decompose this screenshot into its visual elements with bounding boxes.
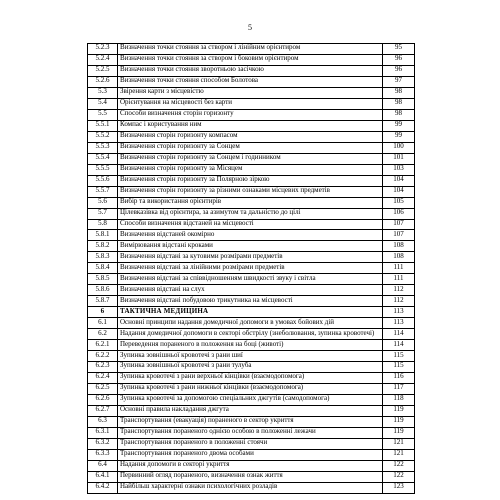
toc-row — [88, 164, 415, 175]
section-title: Визначення точки стояння за створом і лінійним орієнтиром — [118, 44, 383, 55]
section-page-number: 103 — [383, 164, 415, 175]
section-title: Транспортування пораненого двома особами — [118, 449, 383, 460]
section-title: Орієнтування на місцевості без карти — [118, 98, 383, 109]
toc-row — [88, 362, 415, 373]
section-title: Транспортування пораненого однією особою в положенні лежачи — [118, 427, 383, 438]
toc-row — [88, 109, 415, 120]
section-title: Визначення сторін горизонту за Сонцем — [118, 142, 383, 153]
toc-row — [88, 208, 415, 219]
section-page-number: 98 — [383, 98, 415, 109]
section-title: Визначення відстані побудовою трикутника на місцевості — [118, 296, 383, 307]
section-title: Зупинка зовнішньої кровотечі з рани шиї — [118, 351, 383, 362]
toc-row — [88, 296, 415, 307]
toc-row — [88, 405, 415, 416]
section-page-number: 96 — [383, 54, 415, 65]
section-number: 5.7 — [88, 208, 118, 219]
section-title: Первинний огляд пораненого, визначення ознак життя — [118, 471, 383, 482]
section-number: 6.2.5 — [88, 384, 118, 395]
section-page-number: 104 — [383, 186, 415, 197]
toc-row — [88, 351, 415, 362]
table-of-contents — [87, 43, 415, 494]
section-page-number: 108 — [383, 252, 415, 263]
section-page-number: 98 — [383, 87, 415, 98]
section-number: 6.3.3 — [88, 449, 118, 460]
section-title: Вибір та використання орієнтирів — [118, 197, 383, 208]
section-number: 6.4.1 — [88, 471, 118, 482]
toc-row — [88, 54, 415, 65]
toc-row — [88, 65, 415, 76]
toc-row — [88, 307, 415, 318]
toc-row — [88, 274, 415, 285]
section-page-number: 119 — [383, 427, 415, 438]
section-number: 5.5.1 — [88, 120, 118, 131]
toc-row — [88, 482, 415, 493]
section-number: 5.3 — [88, 87, 118, 98]
section-page-number: 113 — [383, 318, 415, 329]
section-number: 5.8.1 — [88, 230, 118, 241]
section-number: 5.8 — [88, 219, 118, 230]
section-page-number: 113 — [383, 307, 415, 318]
toc-row — [88, 460, 415, 471]
section-number: 5.2.3 — [88, 44, 118, 55]
section-page-number: 114 — [383, 329, 415, 340]
section-number: 5.5.3 — [88, 142, 118, 153]
section-number: 5.5.5 — [88, 164, 118, 175]
section-title: Вимірювання відстані кроками — [118, 241, 383, 252]
section-number: 5.8.3 — [88, 252, 118, 263]
toc-row — [88, 142, 415, 153]
section-page-number: 99 — [383, 120, 415, 131]
section-number: 5.8.6 — [88, 285, 118, 296]
section-page-number: 111 — [383, 274, 415, 285]
toc-body — [88, 44, 415, 494]
section-number: 5.5.4 — [88, 153, 118, 164]
toc-row — [88, 241, 415, 252]
section-page-number: 98 — [383, 109, 415, 120]
section-page-number: 119 — [383, 405, 415, 416]
section-number: 5.8.5 — [88, 274, 118, 285]
section-number: 6.3.1 — [88, 427, 118, 438]
toc-row — [88, 197, 415, 208]
section-title: Компас і користування ним — [118, 120, 383, 131]
section-number: 5.5.2 — [88, 131, 118, 142]
section-number: 6.2.1 — [88, 340, 118, 351]
toc-row — [88, 120, 415, 131]
toc-row — [88, 44, 415, 55]
section-title: Визначення сторін горизонту компасом — [118, 131, 383, 142]
section-page-number: 118 — [383, 395, 415, 406]
section-number: 6 — [88, 307, 118, 318]
section-number: 5.5.6 — [88, 175, 118, 186]
section-page-number: 108 — [383, 241, 415, 252]
section-page-number: 112 — [383, 296, 415, 307]
section-title: Переведення пораненого в положення на боці (животі) — [118, 340, 383, 351]
section-number: 6.2.4 — [88, 373, 118, 384]
section-number: 6.4 — [88, 460, 118, 471]
section-number: 5.2.6 — [88, 76, 118, 87]
toc-row — [88, 395, 415, 406]
section-title: Визначення сторін горизонту за різними ознаками місцевих предметів — [118, 186, 383, 197]
section-title: Зупинка кровотечі з рани верхньої кінцівки (взаємодопомога) — [118, 373, 383, 384]
section-number: 6.4.2 — [88, 482, 118, 493]
section-title: Визначення точки стояння зворотньою засічкою — [118, 65, 383, 76]
section-title: Визначення відстані за кутовими розмірами предметів — [118, 252, 383, 263]
section-page-number: 106 — [383, 208, 415, 219]
section-page-number: 116 — [383, 373, 415, 384]
section-page-number: 115 — [383, 351, 415, 362]
section-title: Визначення відстані за співвідношенням швидкості звуку і світла — [118, 274, 383, 285]
section-number: 5.8.2 — [88, 241, 118, 252]
section-title: Звірення карти з місцевістю — [118, 87, 383, 98]
section-title: Надання домедичної допомоги в секторі обстрілу (знеболювання, зупинка кровотечі) — [118, 329, 383, 340]
section-page-number: 107 — [383, 230, 415, 241]
section-page-number: 117 — [383, 384, 415, 395]
toc-row — [88, 153, 415, 164]
toc-row — [88, 416, 415, 427]
section-page-number: 99 — [383, 131, 415, 142]
toc-row — [88, 373, 415, 384]
toc-row — [88, 230, 415, 241]
section-number: 5.5 — [88, 109, 118, 120]
section-number: 6.2.7 — [88, 405, 118, 416]
toc-row — [88, 438, 415, 449]
section-title: Визначення відстані на слух — [118, 285, 383, 296]
section-number: 5.2.5 — [88, 65, 118, 76]
toc-row — [88, 449, 415, 460]
section-number: 5.8.4 — [88, 263, 118, 274]
section-title: Транспортування пораненого в положенні стоячи — [118, 438, 383, 449]
section-title: Основні принципи надання домедичної допомоги в умовах бойових дій — [118, 318, 383, 329]
page-number: 5 — [248, 23, 252, 32]
section-title: Визначення сторін горизонту за Місяцем — [118, 164, 383, 175]
section-title: Найбільш характерні ознаки психологічних розладів — [118, 482, 383, 493]
toc-row — [88, 252, 415, 263]
section-title: Основні правила накладання джгута — [118, 405, 383, 416]
toc-row — [88, 263, 415, 274]
toc-row — [88, 329, 415, 340]
section-title: Цілевказівка від орієнтира, за азимутом та дальністю до цілі — [118, 208, 383, 219]
section-page-number: 107 — [383, 219, 415, 230]
section-page-number: 115 — [383, 362, 415, 373]
toc-row — [88, 340, 415, 351]
section-number: 5.2.4 — [88, 54, 118, 65]
toc-row — [88, 87, 415, 98]
section-page-number: 122 — [383, 471, 415, 482]
section-title: Визначення точки стояння способом Болотова — [118, 76, 383, 87]
section-page-number: 100 — [383, 142, 415, 153]
section-page-number: 101 — [383, 153, 415, 164]
toc-row — [88, 318, 415, 329]
section-title: Способи визначення сторін горизонту — [118, 109, 383, 120]
section-title: Визначення сторін горизонту за Полярною зіркою — [118, 175, 383, 186]
section-title: Надання допомоги в секторі укриття — [118, 460, 383, 471]
section-title: Зупинка кровотечі за допомогою спеціальних джгутів (самодопомога) — [118, 395, 383, 406]
section-page-number: 97 — [383, 76, 415, 87]
section-title: ТАКТИЧНА МЕДИЦИНА — [118, 307, 383, 318]
section-title: Визначення точки стояння за створом і боковим орієнтиром — [118, 54, 383, 65]
toc-row — [88, 219, 415, 230]
section-page-number: 121 — [383, 449, 415, 460]
section-page-number: 122 — [383, 460, 415, 471]
section-page-number: 105 — [383, 197, 415, 208]
section-number: 6.1 — [88, 318, 118, 329]
section-page-number: 104 — [383, 175, 415, 186]
section-title: Визначення сторін горизонту за Сонцем і годинником — [118, 153, 383, 164]
toc-row — [88, 175, 415, 186]
section-number: 6.3.2 — [88, 438, 118, 449]
section-number: 5.8.7 — [88, 296, 118, 307]
toc-row — [88, 427, 415, 438]
section-page-number: 112 — [383, 285, 415, 296]
section-number: 6.2.2 — [88, 351, 118, 362]
section-page-number: 123 — [383, 482, 415, 493]
section-number: 5.6 — [88, 197, 118, 208]
toc-row — [88, 131, 415, 142]
section-number: 6.2.3 — [88, 362, 118, 373]
section-page-number: 96 — [383, 65, 415, 76]
section-number: 5.5.7 — [88, 186, 118, 197]
toc-row — [88, 186, 415, 197]
section-page-number: 114 — [383, 340, 415, 351]
section-page-number: 121 — [383, 438, 415, 449]
section-number: 6.2 — [88, 329, 118, 340]
section-number: 6.2.6 — [88, 395, 118, 406]
toc-row — [88, 384, 415, 395]
section-title: Способи визначення відстаней на місцевості — [118, 219, 383, 230]
section-number: 6.3 — [88, 416, 118, 427]
toc-row — [88, 471, 415, 482]
section-title: Транспортування (евакуація) пораненого в сектор укриття — [118, 416, 383, 427]
section-page-number: 95 — [383, 44, 415, 55]
section-number: 5.4 — [88, 98, 118, 109]
section-title: Визначення відстані за лінійними розмірами предметів — [118, 263, 383, 274]
toc-row — [88, 76, 415, 87]
section-title: Зупинка зовнішньої кровотечі з рани тулуба — [118, 362, 383, 373]
section-page-number: 111 — [383, 263, 415, 274]
section-title: Зупинка кровотечі з рани нижньої кінцівки (взаємодопомога) — [118, 384, 383, 395]
toc-row — [88, 98, 415, 109]
section-page-number: 119 — [383, 416, 415, 427]
toc-row — [88, 285, 415, 296]
section-title: Визначення відстаней окомірно — [118, 230, 383, 241]
